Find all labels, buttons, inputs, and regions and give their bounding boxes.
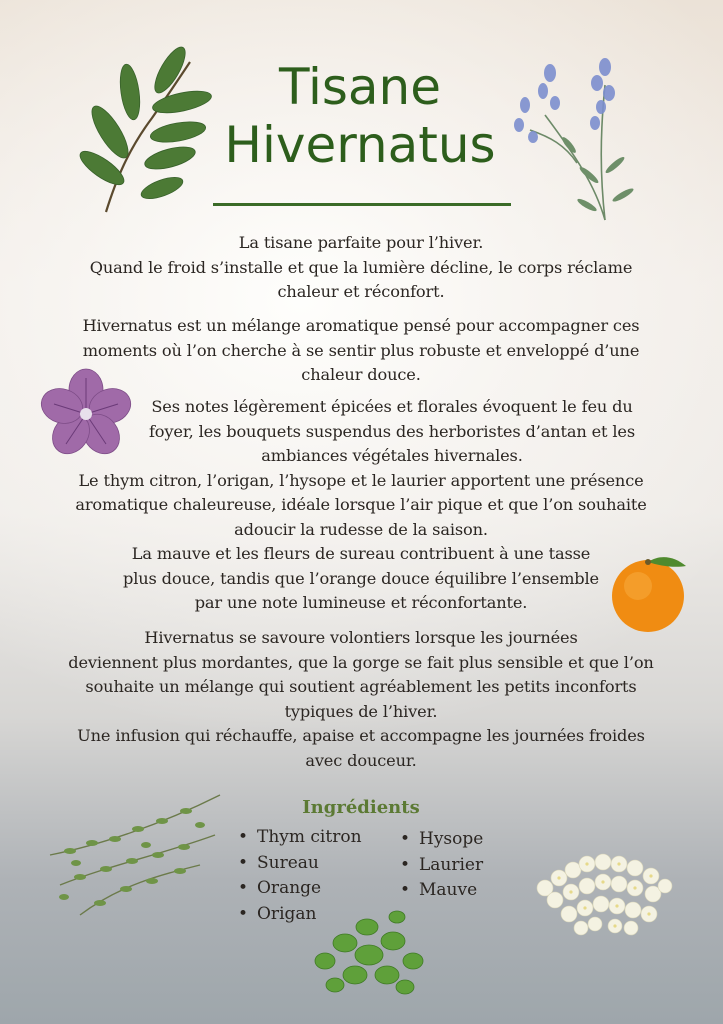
list-item: • Laurier xyxy=(400,853,483,879)
list-item: • Orange xyxy=(238,876,362,902)
text-line: plus douce, tandis que l’orange douce équilibre l’ensemble xyxy=(123,568,599,588)
paragraph-2 xyxy=(61,314,661,388)
intro-paragraph xyxy=(61,231,661,305)
text-line: Le thym citron, l’origan, l’hysope et le laurier apportent une présence xyxy=(78,470,644,490)
text-line: Ses notes légèrement épicées et florales évoquent le feu du xyxy=(151,397,633,416)
text-line: Hivernatus se savoure volontiers lorsque les journées xyxy=(144,628,578,647)
list-item: • Origan xyxy=(238,902,362,928)
title-divider xyxy=(213,203,511,206)
elderflower-icon xyxy=(525,848,680,943)
text-line: La tisane parfaite pour l’hiver. xyxy=(238,233,484,252)
text-line: souhaite un mélange qui soutient agréablement les petits inconforts xyxy=(85,677,637,696)
text-line: Quand le froid s’installe et que la lumière décline, le corps réclame xyxy=(89,257,633,277)
text-line: chaleur douce. xyxy=(301,365,421,384)
text-line: adoucir la rudesse de la saison. xyxy=(234,519,488,539)
ingredients-heading: Ingrédients xyxy=(302,797,420,818)
ingredients-list-2 xyxy=(400,827,483,904)
text-line: chaleur et réconfort. xyxy=(277,282,445,301)
text-line: par une note lumineuse et réconfortante. xyxy=(194,593,528,612)
page-title: Tisane Hivernatus xyxy=(224,58,496,174)
text-line: aromatique chaleureuse, idéale lorsque l’air pique et que l’on souhaite xyxy=(75,495,647,514)
text-line: Hivernatus est un mélange aromatique pensé pour accompagner ces xyxy=(82,316,640,335)
bay-laurel-icon xyxy=(70,40,220,220)
ingredients-list-1 xyxy=(238,825,362,927)
text-line: ambiances végétales hivernales. xyxy=(261,446,523,465)
list-item: • Hysope xyxy=(400,827,483,853)
text-line: avec douceur. xyxy=(305,750,417,770)
text-line: moments où l’on cherche à se sentir plus robuste et enveloppé d’une xyxy=(82,340,640,360)
text-line: typiques de l’hiver. xyxy=(284,701,438,721)
paragraph-4 xyxy=(56,626,666,773)
list-item: • Sureau xyxy=(238,851,362,877)
list-item: • Mauve xyxy=(400,878,483,904)
thyme-icon xyxy=(40,785,230,925)
list-item: • Thym citron xyxy=(238,825,362,851)
text-line: deviennent plus mordantes, que la gorge se fait plus sensible et que l’on xyxy=(68,652,654,672)
paragraph-3 xyxy=(61,395,661,616)
text-line: foyer, les bouquets suspendus des herboristes d’antan et les xyxy=(148,421,636,441)
text-line: Une infusion qui réchauffe, apaise et accompagne les journées froides xyxy=(77,726,645,745)
hyssop-icon xyxy=(505,45,665,225)
text-line: La mauve et les fleurs de sureau contribuent à une tasse xyxy=(131,544,591,563)
